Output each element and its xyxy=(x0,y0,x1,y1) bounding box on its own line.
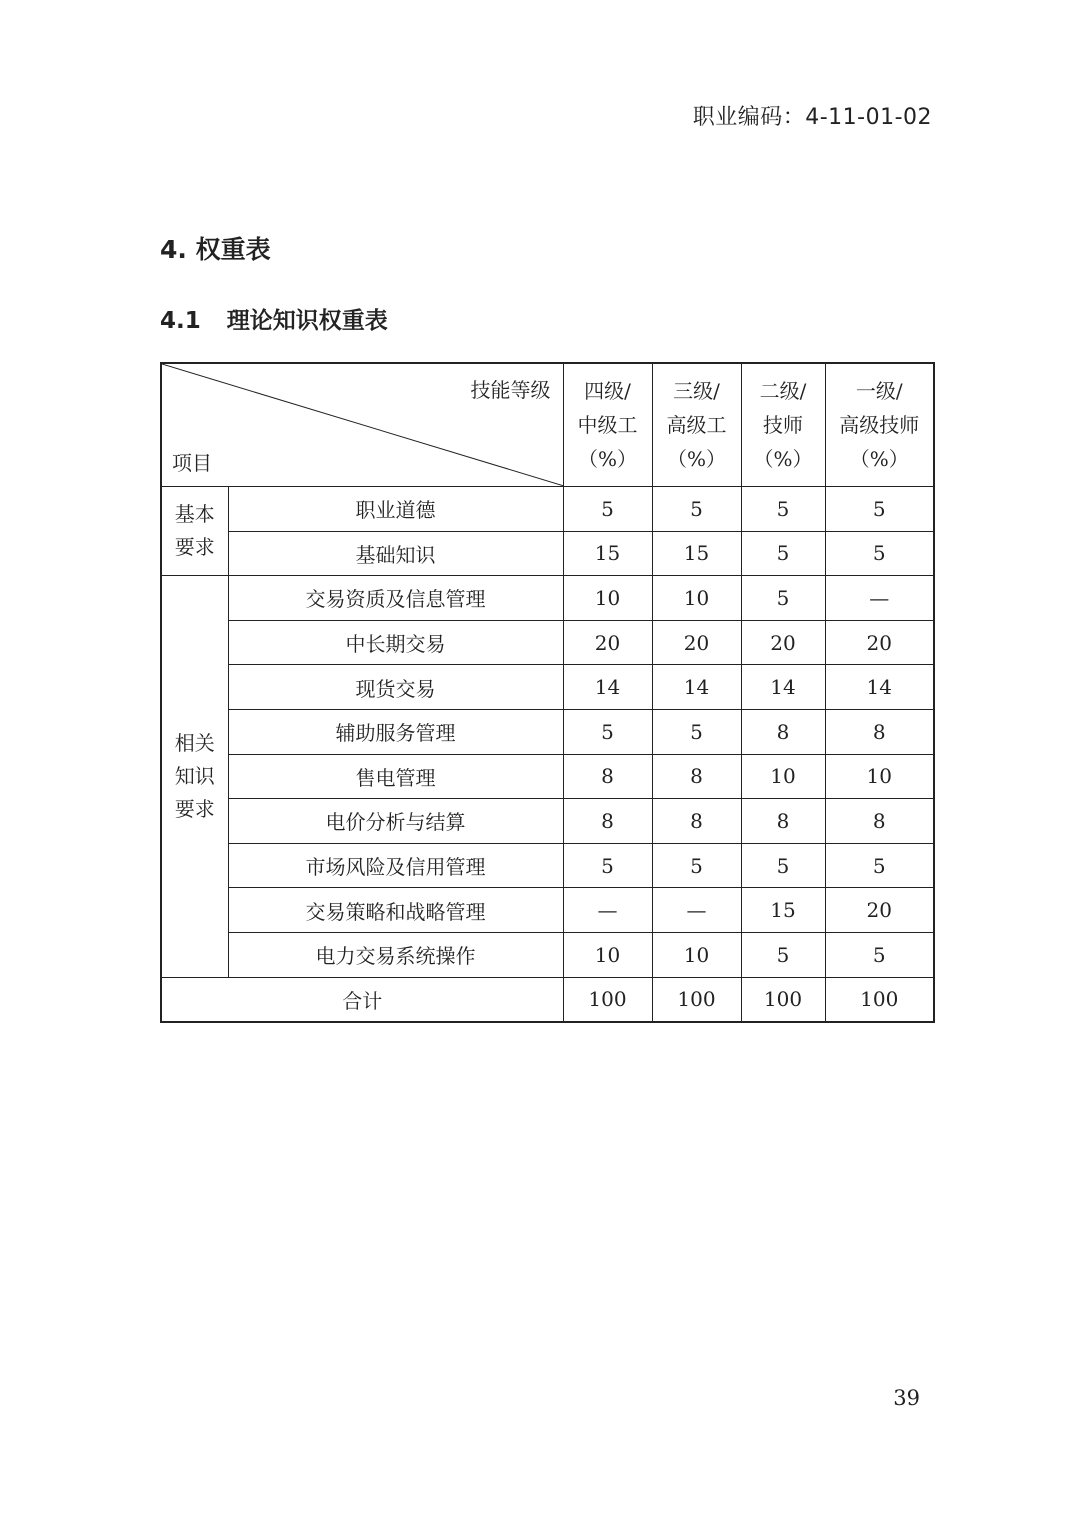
value-cell: 15 xyxy=(563,531,652,576)
value-cell: — xyxy=(652,888,741,933)
value-cell: 5 xyxy=(652,487,741,532)
item-cell: 市场风险及信用管理 xyxy=(228,843,563,888)
table-row xyxy=(161,932,934,977)
table-row xyxy=(161,487,934,532)
subsection-text: 理论知识权重表 xyxy=(226,308,388,334)
level-sub: 高级技师 xyxy=(839,413,920,437)
value-cell: 5 xyxy=(741,843,825,888)
diagonal-header-cell xyxy=(161,363,563,487)
category-cell-basic xyxy=(161,487,228,576)
skill-level-label: 技能等级 xyxy=(470,378,551,402)
value-cell: 10 xyxy=(652,576,741,621)
item-cell: 中长期交易 xyxy=(228,620,563,665)
value-cell: 5 xyxy=(741,932,825,977)
value-cell: 5 xyxy=(825,531,934,576)
item-cell: 交易资质及信息管理 xyxy=(228,576,563,621)
table-row xyxy=(161,576,934,621)
level-unit: （%） xyxy=(753,447,813,471)
value-cell: 14 xyxy=(825,665,934,710)
value-cell: 14 xyxy=(652,665,741,710)
level-sub: 中级工 xyxy=(577,413,638,437)
value-cell: 5 xyxy=(825,843,934,888)
page-number: 39 xyxy=(893,1386,920,1410)
level-header-2 xyxy=(741,363,825,487)
value-cell: 5 xyxy=(563,487,652,532)
value-cell: 5 xyxy=(741,576,825,621)
item-cell: 职业道德 xyxy=(228,487,563,532)
value-cell: 14 xyxy=(563,665,652,710)
value-cell: 8 xyxy=(563,754,652,799)
table-row xyxy=(161,620,934,665)
value-cell: 10 xyxy=(825,754,934,799)
value-cell: 20 xyxy=(652,620,741,665)
total-row xyxy=(161,977,934,1022)
level-name: 四级/ xyxy=(584,379,631,403)
value-cell: 20 xyxy=(825,888,934,933)
value-cell: 5 xyxy=(741,487,825,532)
total-value: 100 xyxy=(652,977,741,1022)
value-cell: 5 xyxy=(563,843,652,888)
category-line: 基本 xyxy=(174,502,215,527)
table-header-row xyxy=(161,363,934,487)
value-cell: 8 xyxy=(652,799,741,844)
value-cell: 8 xyxy=(741,799,825,844)
table-row xyxy=(161,754,934,799)
item-label: 项目 xyxy=(172,451,212,475)
category-line: 要求 xyxy=(174,535,215,560)
occupation-code: 职业编码：4-11-01-02 xyxy=(692,105,932,130)
value-cell: 15 xyxy=(652,531,741,576)
total-value: 100 xyxy=(563,977,652,1022)
item-cell: 现货交易 xyxy=(228,665,563,710)
value-cell: 15 xyxy=(741,888,825,933)
value-cell: 14 xyxy=(741,665,825,710)
value-cell: 8 xyxy=(652,754,741,799)
table-row xyxy=(161,709,934,754)
level-name: 三级/ xyxy=(673,379,720,403)
value-cell: 8 xyxy=(741,709,825,754)
table-row xyxy=(161,799,934,844)
level-sub: 技师 xyxy=(763,413,803,437)
value-cell: 20 xyxy=(563,620,652,665)
level-header-3 xyxy=(652,363,741,487)
value-cell: 10 xyxy=(563,932,652,977)
value-cell: — xyxy=(563,888,652,933)
table-row xyxy=(161,843,934,888)
weight-table xyxy=(160,362,935,1023)
level-unit: （%） xyxy=(666,447,726,471)
value-cell: — xyxy=(825,576,934,621)
value-cell: 8 xyxy=(825,799,934,844)
value-cell: 10 xyxy=(741,754,825,799)
item-cell: 电力交易系统操作 xyxy=(228,932,563,977)
table-row xyxy=(161,888,934,933)
value-cell: 8 xyxy=(563,799,652,844)
value-cell: 5 xyxy=(825,487,934,532)
value-cell: 20 xyxy=(825,620,934,665)
level-name: 一级/ xyxy=(855,379,903,403)
level-header-4 xyxy=(563,363,652,487)
value-cell: 10 xyxy=(563,576,652,621)
table-row xyxy=(161,531,934,576)
item-cell: 电价分析与结算 xyxy=(228,799,563,844)
item-cell: 辅助服务管理 xyxy=(228,709,563,754)
item-cell: 售电管理 xyxy=(228,754,563,799)
value-cell: 20 xyxy=(741,620,825,665)
category-line: 知识 xyxy=(174,763,215,788)
value-cell: 5 xyxy=(652,709,741,754)
value-cell: 5 xyxy=(825,932,934,977)
total-value: 100 xyxy=(825,977,934,1022)
value-cell: 5 xyxy=(652,843,741,888)
value-cell: 10 xyxy=(652,932,741,977)
table-row xyxy=(161,665,934,710)
subsection-number: 4.1 xyxy=(160,308,201,334)
total-label: 合计 xyxy=(161,977,563,1022)
level-unit: （%） xyxy=(577,447,637,471)
value-cell: 8 xyxy=(825,709,934,754)
level-sub: 高级工 xyxy=(666,413,727,437)
section-title: 4. 权重表 xyxy=(160,235,271,264)
level-header-1 xyxy=(825,363,934,487)
item-cell: 基础知识 xyxy=(228,531,563,576)
value-cell: 5 xyxy=(741,531,825,576)
value-cell: 5 xyxy=(563,709,652,754)
level-unit: （%） xyxy=(849,447,909,471)
subsection-title xyxy=(160,302,388,335)
total-value: 100 xyxy=(741,977,825,1022)
category-line: 要求 xyxy=(174,796,215,821)
item-cell: 交易策略和战略管理 xyxy=(228,888,563,933)
category-line: 相关 xyxy=(174,730,215,755)
category-cell-related xyxy=(161,576,228,977)
level-name: 二级/ xyxy=(759,379,807,403)
